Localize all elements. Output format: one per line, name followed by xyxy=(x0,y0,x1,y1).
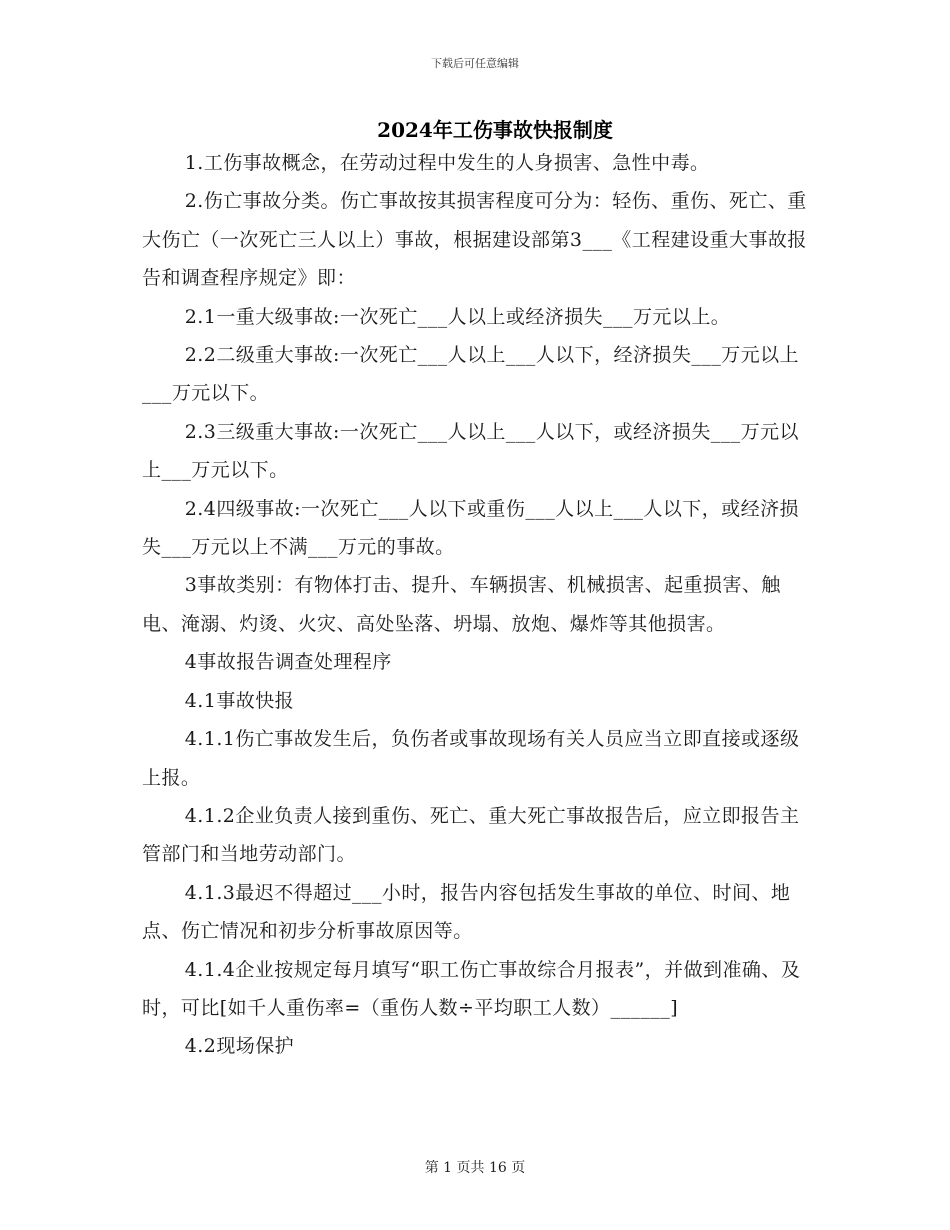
paragraph-2-3: 2.3三级重大事故:一次死亡___人以上___人以下，或经济损失___万元以上___万元以下。 xyxy=(142,420,799,482)
paragraph-1: 1.工伤事故概念，在劳动过程中发生的人身损害、急性中毒。 xyxy=(184,152,710,174)
paragraph-2-2: 2.2二级重大事故:一次死亡___人以上___人以下，经济损失___万元以上___万元以下。 xyxy=(142,344,799,405)
paragraph-4-1-1: 4.1.1伤亡事故发生后，负伤者或事故现场有关人员应当立即直接或逐级上报。 xyxy=(142,728,800,789)
paragraph-4-2: 4.2现场保护 xyxy=(184,1035,295,1058)
document-body xyxy=(142,144,817,1066)
paragraph-4-1-3: 4.1.3最迟不得超过___小时，报告内容包括发生事故的单位、时间、地点、伤亡情况和初步分析事故原因等。 xyxy=(142,881,791,943)
page-header: 下载后可任意编辑 xyxy=(431,57,519,70)
paragraph-4-1: 4.1事故快报 xyxy=(184,689,295,712)
paragraph-2-4: 2.4四级事故:一次死亡___人以下或重伤___人以上___人以下，或经济损失___万元以上不满___万元的事故。 xyxy=(142,497,799,559)
document-title: 2024年工伤事故快报制度 xyxy=(377,118,613,142)
paragraph-4: 4事故报告调查处理程序 xyxy=(184,651,392,674)
page-footer: 第 1 页共 16 页 xyxy=(424,1160,526,1176)
paragraph-4-1-4: 4.1.4企业按规定每月填写“职工伤亡事故综合月报表”，并做到准确、及时，可比[如千人重伤率=（重伤人数÷平均职工人数）______] xyxy=(142,958,801,1019)
paragraph-4-1-2: 4.1.2企业负责人接到重伤、死亡、重大死亡事故报告后，应立即报告主管部门和当地劳动部门。 xyxy=(142,804,800,866)
paragraph-2: 2.伤亡事故分类。伤亡事故按其损害程度可分为：轻伤、重伤、死亡、重大伤亡（一次死亡三人以上）事故，根据建设部第3___《工程建设重大事故报告和调查程序规定》即： xyxy=(142,190,807,290)
paragraph-2-1: 2.1一重大级事故:一次死亡___人以上或经济损失___万元以上。 xyxy=(184,305,731,328)
paragraph-3: 3事故类别：有物体打击、提升、车辆损害、机械损害、起重损害、触电、淹溺、灼烫、火灾、高处坠落、坍塌、放炮、爆炸等其他损害。 xyxy=(142,574,781,635)
